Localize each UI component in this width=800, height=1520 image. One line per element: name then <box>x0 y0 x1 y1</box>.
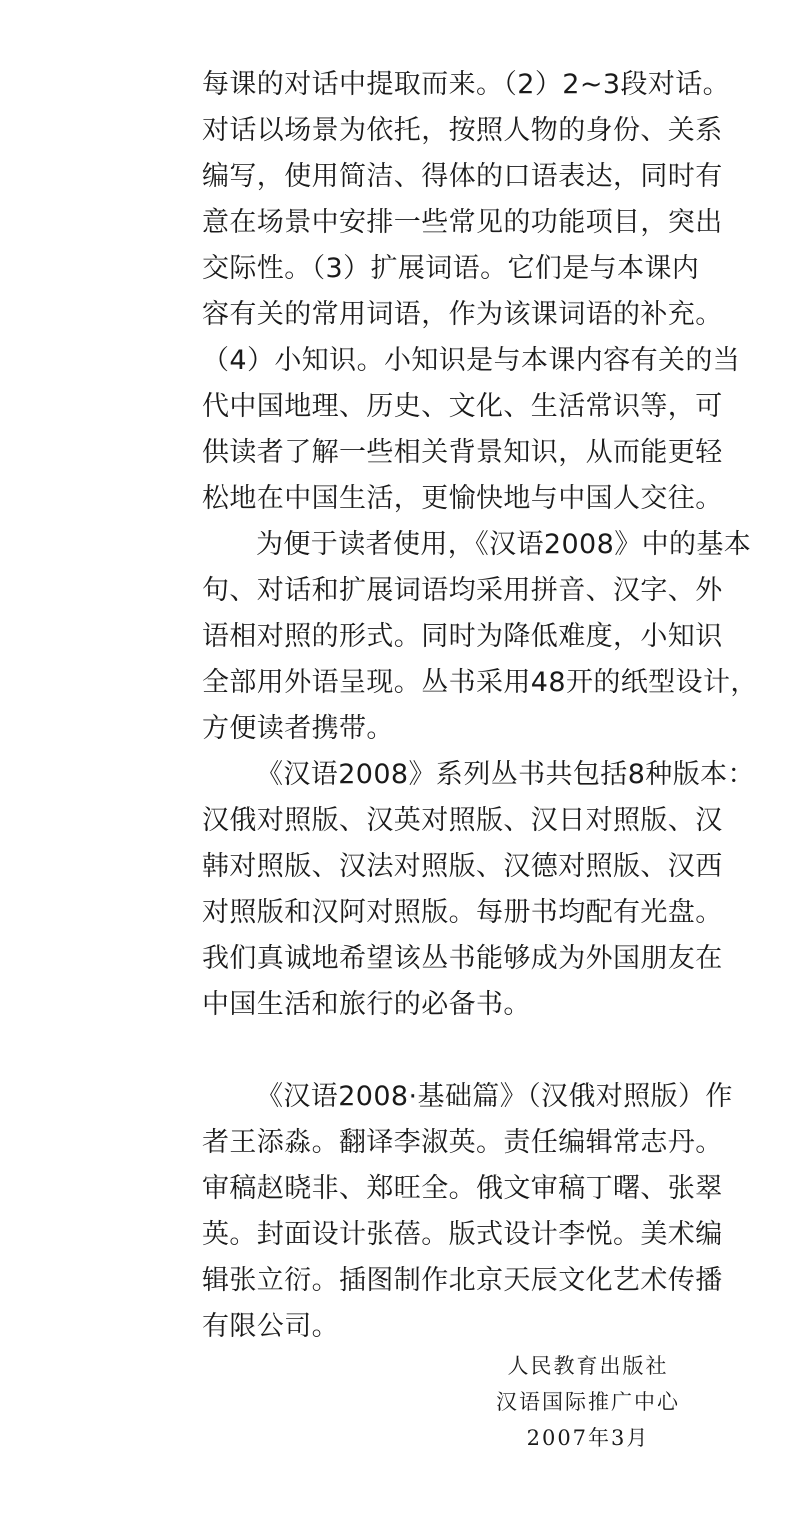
paragraph-gap <box>202 1028 702 1074</box>
text-line: 韩对照版、汉法对照版、汉德对照版、汉西 <box>202 851 723 882</box>
paragraph-first-line: 《汉语2008》系列丛书共包括8种版本： <box>256 759 755 790</box>
publication-date: 2007年3月 <box>526 1426 650 1450</box>
text-line: 审稿赵晓非、郑旺全。俄文审稿丁曙、张翠 <box>202 1173 723 1204</box>
text-line: 对照版和汉阿对照版。每册书均配有光盘。 <box>202 897 723 928</box>
text-line: 辑张立衍。插图制作北京天辰文化艺术传播 <box>202 1265 723 1296</box>
text-line: 容有关的常用词语，作为该课词语的补充。 <box>202 299 723 330</box>
signature-block <box>478 1348 698 1456</box>
text-line: 句、对话和扩展词语均采用拼音、汉字、外 <box>202 575 723 606</box>
text-line: （4）小知识。小知识是与本课内容有关的当 <box>202 345 741 376</box>
text-line: 中国生活和旅行的必备书。 <box>202 989 531 1020</box>
text-line: 对话以场景为依托，按照人物的身份、关系 <box>202 115 723 146</box>
text-line: 全部用外语呈现。丛书采用48开的纸型设计， <box>202 667 758 698</box>
organization-name: 汉语国际推广中心 <box>496 1390 680 1414</box>
text-line: 代中国地理、历史、文化、生活常识等，可 <box>202 391 723 422</box>
paragraph-first-line: 为便于读者使用，《汉语2008》中的基本 <box>256 529 752 560</box>
text-line: 汉俄对照版、汉英对照版、汉日对照版、汉 <box>202 805 723 836</box>
text-line: 供读者了解一些相关背景知识，从而能更轻 <box>202 437 723 468</box>
paragraph-first-line: 《汉语2008·基础篇》（汉俄对照版）作 <box>256 1081 733 1112</box>
body-text <box>202 62 758 1350</box>
text-line: 我们真诚地希望该丛书能够成为外国朋友在 <box>202 943 723 974</box>
text-line: 方便读者携带。 <box>202 713 394 744</box>
text-line: 交际性。（3）扩展词语。它们是与本课内 <box>202 253 700 284</box>
text-line: 英。封面设计张蓓。版式设计李悦。美术编 <box>202 1219 723 1250</box>
text-line: 语相对照的形式。同时为降低难度，小知识 <box>202 621 723 652</box>
text-line: 每课的对话中提取而来。（2）2~3段对话。 <box>202 69 731 100</box>
text-line: 有限公司。 <box>202 1311 339 1342</box>
text-line: 意在场景中安排一些常见的功能项目，突出 <box>202 207 723 238</box>
text-line: 松地在中国生活，更愉快地与中国人交往。 <box>202 483 723 514</box>
text-line: 者王添淼。翻译李淑英。责任编辑常志丹。 <box>202 1127 723 1158</box>
text-line: 编写，使用简洁、得体的口语表达，同时有 <box>202 161 723 192</box>
publisher-name: 人民教育出版社 <box>507 1354 669 1378</box>
